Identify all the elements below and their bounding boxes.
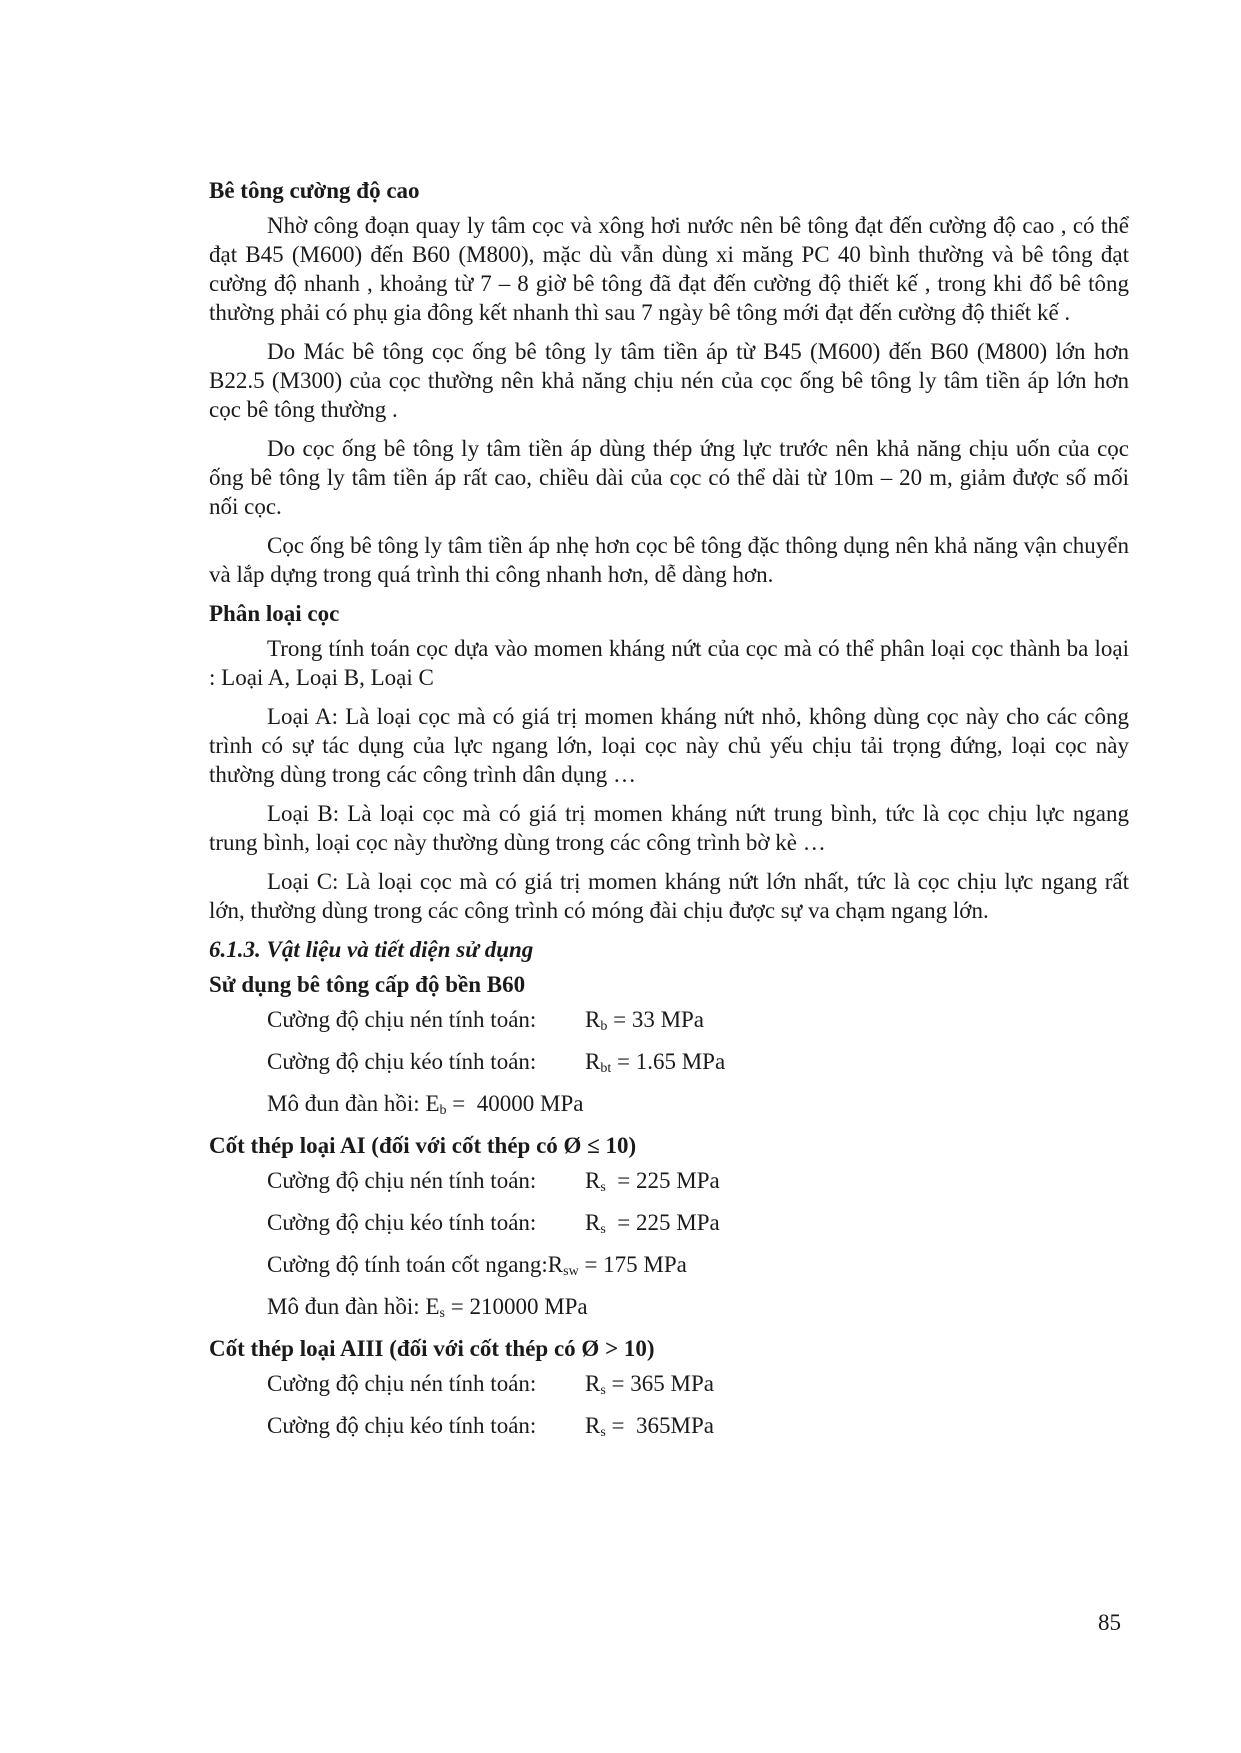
spec-label: Cường độ chịu nén tính toán: [267,1007,537,1032]
spec-value: $E_b = 40000$ MPa [425,1091,584,1118]
spec-value: $R_{sw} = 175$ MPa [547,1252,687,1279]
spec-value: $R_s = 225$ MPa [585,1210,720,1237]
steel-ai-heading: Cốt thép loại AI (đối với cốt thép có Ø ≤ 10) [209,1133,637,1158]
spec-line [267,1411,1129,1441]
concrete-heading: Sử dụng bê tông cấp độ bền B60 [209,972,526,997]
paragraph: Do Mác bê tông cọc ống bê tông ly tâm tiền áp từ B45 (M600) đến B60 (M800) lớn hơn B22.5 (M300) của cọc thường nên khả năng chịu nén của cọc ống bê tông ly tâm tiền áp lớn hơn cọc bê tông thường . [209,339,1129,422]
spec-label: Cường độ chịu kéo tính toán: [267,1210,537,1235]
spec-line [267,1292,1129,1322]
spec-line [267,1089,1129,1119]
spec-value: $R_b = 33$ MPa [585,1007,705,1034]
spec-label: Cường độ chịu kéo tính toán: [267,1049,537,1074]
spec-value: $R_s = 365$ MPa [585,1371,714,1398]
spec-line [267,1005,1129,1035]
spec-value: $R_s = 225$ MPa [585,1168,720,1195]
spec-line [267,1369,1129,1399]
spec-line [267,1208,1129,1238]
paragraph: Loại C: Là loại cọc mà có giá trị momen kháng nứt lớn nhất, tức là cọc chịu lực ngang rất lớn, thường dùng trong các công trình có móng đài chịu được sự va chạm ngang lớn. [209,869,1129,923]
paragraph: Loại A: Là loại cọc mà có giá trị momen kháng nứt nhỏ, không dùng cọc này cho các công trình có sự tác dụng của lực ngang lớn, loại cọc này chủ yếu chịu tải trọng đứng, loại cọc này thường dùng trong các công trình dân dụng … [209,704,1129,787]
spec-label: Cường độ tính toán cốt ngang: [267,1252,548,1277]
paragraph: Cọc ống bê tông ly tâm tiền áp nhẹ hơn cọc bê tông đặc thông dụng nên khả năng vận chuyển và lắp dựng trong quá trình thi công nhanh hơn, dễ dàng hơn. [209,533,1129,587]
paragraph: Nhờ công đoạn quay ly tâm cọc và xông hơi nước nên bê tông đạt đến cường độ cao , có thể đạt B45 (M600) đến B60 (M800), mặc dù vẫn dùng xi măng PC 40 bình thường và bê tông đạt cường độ nhanh , khoảng từ 7 – 8 giờ bê tông đã đạt đến cường độ thiết kế , trong khi đổ bê tông thường phải có phụ gia đông kết nhanh thì sau 7 ngày bê tông mới đạt đến cường độ thiết kế . [209,213,1129,325]
spec-line [267,1166,1129,1196]
spec-label: Mô đun đàn hồi: [267,1294,426,1319]
subsection-heading-materials: 6.1.3. Vật liệu và tiết diện sử dụng [209,937,534,962]
spec-line [267,1047,1129,1077]
section-heading-high-strength-concrete: Bê tông cường độ cao [209,178,420,203]
steel-aiii-heading: Cốt thép loại AIII (đối với cốt thép có Ø > 10) [209,1336,655,1361]
page-number: 85 [1098,1610,1121,1635]
spec-line [267,1250,1129,1280]
spec-label: Cường độ chịu nén tính toán: [267,1371,537,1396]
paragraph: Trong tính toán cọc dựa vào momen kháng nứt của cọc mà có thể phân loại cọc thành ba loại : Loại A, Loại B, Loại C [209,636,1129,690]
section-heading-pile-classification: Phân loại cọc [209,601,340,626]
paragraph: Do cọc ống bê tông ly tâm tiền áp dùng thép ứng lực trước nên khả năng chịu uốn của cọc ống bê tông ly tâm tiền áp rất cao, chiều dài của cọc có thể dài từ 10m – 20 m, giảm được số mối nối cọc. [209,436,1129,519]
spec-value: $R_{bt} = 1.65$ MPa [585,1049,726,1076]
paragraph: Loại B: Là loại cọc mà có giá trị momen kháng nứt trung bình, tức là cọc chịu lực ngang trung bình, loại cọc này thường dùng trong các công trình bờ kè … [209,801,1129,855]
spec-label: Cường độ chịu nén tính toán: [267,1168,537,1193]
spec-value: $E_s = 210000$ MPa [425,1294,588,1321]
spec-value: $R_s = 365MPa$ [585,1413,714,1440]
page-content [209,176,1129,1453]
spec-label: Cường độ chịu kéo tính toán: [267,1413,537,1438]
spec-label: Mô đun đàn hồi: [267,1091,426,1116]
